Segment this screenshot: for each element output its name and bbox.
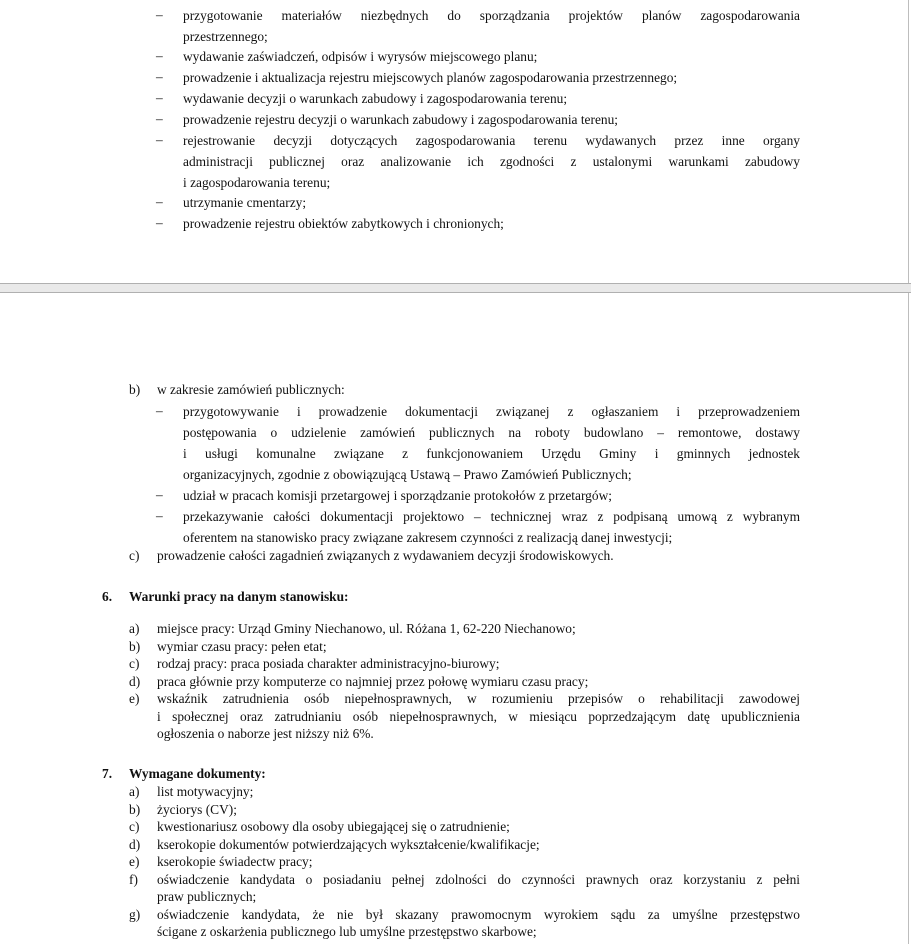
list-dash: –: [156, 7, 163, 22]
list-item-line: ogłoszenia o naborze jest niższy niż 6%.: [157, 726, 374, 741]
list-item: [157, 836, 800, 854]
list-item-line: miejsce pracy: Urząd Gminy Niechanowo, ul. Różana 1, 62-220 Niechanowo;: [157, 621, 576, 636]
list-item: [157, 906, 800, 941]
list-dash: –: [156, 111, 163, 126]
list-marker: c): [129, 656, 140, 671]
list-item: [157, 818, 800, 836]
list-item-line: list motywacyjny;: [157, 784, 254, 799]
document-page-1: [0, 0, 909, 283]
list-item-line: prowadzenie rejestru obiektów zabytkowych i chronionych;: [183, 216, 504, 231]
list-dash: –: [156, 132, 163, 147]
section-6-number: 6.: [102, 589, 113, 604]
list-item-line: prowadzenie rejestru decyzji o warunkach zabudowy i zagospodarowania terenu;: [183, 112, 619, 127]
list-item-line: i zagospodarowania terenu;: [183, 175, 331, 190]
list-item: [157, 871, 800, 906]
list-item-line: przekazywanie całości dokumentacji projektowo – technicznej wraz z podpisaną umową z wybranym: [183, 509, 800, 524]
list-item-line: kserokopie dokumentów potwierdzających wykształcenie/kwalifikacje;: [157, 836, 540, 852]
list-item-line: administracji publicznej oraz analizowanie ich zgodności z ustalonymi warunkami zabudowy: [183, 154, 800, 169]
list-item: [157, 783, 800, 801]
list-item-line: kwestionariusz osobowy dla osoby ubiegającej się o zatrudnienie;: [157, 819, 510, 834]
list-item: [157, 620, 800, 638]
list-item-line: ścigane z oskarżenia publicznego lub umyślne przestępstwo skarbowe;: [157, 924, 537, 939]
list-marker: g): [129, 906, 141, 922]
list-marker: d): [129, 836, 141, 852]
list-item: [157, 801, 800, 819]
list-item-line: oświadczenie kandydata o posiadaniu pełnej zdolności do czynności prawnych oraz korzystaniu z pełni: [157, 871, 800, 887]
list-marker: e): [129, 854, 140, 869]
list-item-line: przygotowanie materiałów niezbędnych do sporządzania projektów planów zagospodarowania: [183, 8, 800, 23]
list-dash: –: [156, 508, 163, 523]
list-marker: d): [129, 673, 141, 689]
list-item-line: przestrzennego;: [183, 29, 268, 44]
list-item: [157, 690, 800, 743]
list-marker: e): [129, 691, 140, 706]
section-7-number: 7.: [102, 766, 113, 781]
list-item-line: oświadczenie kandydata, że nie był skazany prawomocnym wyrokiem sądu za umyślne przestępstwo: [157, 906, 800, 922]
list-item-line: wymiar czasu pracy: pełen etat;: [157, 638, 327, 654]
list-item: [157, 673, 800, 691]
list-item: [183, 506, 800, 548]
list-dash: –: [156, 90, 163, 105]
list-dash: –: [156, 48, 163, 63]
section-c-text: prowadzenie całości zagadnień związanych z wydawaniem decyzji środowiskowych.: [157, 548, 614, 563]
list-marker: b): [129, 382, 141, 397]
list-item: [157, 638, 800, 656]
list-item-line: rejestrowanie decyzji dotyczących zagospodarowania terenu wydawanych przez inne organy: [183, 133, 800, 148]
list-item: [183, 88, 800, 109]
list-item: [157, 655, 800, 673]
list-item: [183, 485, 800, 506]
section-b-title: w zakresie zamówień publicznych:: [157, 382, 345, 397]
list-item-line: praca głównie przy komputerze co najmniej przez połowę wymiaru czasu pracy;: [157, 673, 589, 689]
page-separator: [0, 283, 911, 293]
list-dash: –: [156, 487, 163, 502]
list-item-line: i społecznej oraz zatrudnianiu osób niepełnosprawnych, w miesiącu poprzedzającym datę upublicznienia: [157, 708, 800, 724]
list-marker: b): [129, 801, 141, 817]
list-item: [183, 213, 800, 234]
list-item-line: utrzymanie cmentarzy;: [183, 195, 307, 210]
list-item-line: rodzaj pracy: praca posiada charakter administracyjno-biurowy;: [157, 656, 500, 671]
list-item: [183, 401, 800, 485]
list-marker: c): [129, 819, 140, 834]
list-marker: c): [129, 548, 140, 563]
list-dash: –: [156, 403, 163, 418]
list-item-line: wskaźnik zatrudnienia osób niepełnosprawnych, w rozumieniu przepisów o rehabilitacji zawodowej: [157, 691, 800, 706]
list-item-line: praw publicznych;: [157, 889, 257, 904]
list-item: [183, 130, 800, 193]
list-dash: –: [156, 215, 163, 230]
list-marker: b): [129, 638, 141, 654]
list-marker: f): [129, 871, 138, 887]
list-item: [157, 853, 800, 871]
list-marker: a): [129, 621, 140, 636]
list-item-line: wydawanie zaświadczeń, odpisów i wyrysów miejscowego planu;: [183, 49, 538, 64]
list-item: [183, 192, 800, 213]
list-item: [183, 5, 800, 47]
list-item-line: wydawanie decyzji o warunkach zabudowy i zagospodarowania terenu;: [183, 91, 568, 106]
list-dash: –: [156, 69, 163, 84]
section-6-heading: Warunki pracy na danym stanowisku:: [129, 589, 349, 604]
list-item-line: udział w pracach komisji przetargowej i sporządzanie protokołów z przetargów;: [183, 488, 612, 503]
list-item-line: i usługi komunalne związane z funkcjonowaniem Urzędu Gminy i gminnych jednostek: [183, 446, 800, 461]
document-page-2: [0, 293, 909, 944]
list-marker: a): [129, 784, 140, 799]
list-item: [183, 109, 800, 130]
list-item: [183, 46, 800, 67]
list-item-line: postępowania o udzielenie zamówień publicznych na roboty budowlano – remontowe, dostawy: [183, 425, 800, 440]
list-item: [183, 67, 800, 88]
list-item-line: przygotowywanie i prowadzenie dokumentacji związanej z ogłaszaniem i przeprowadzeniem: [183, 404, 800, 419]
section-7-heading: Wymagane dokumenty:: [129, 766, 266, 781]
list-item-line: organizacyjnych, zgodnie z obowiązującą Ustawą – Prawo Zamówień Publicznych;: [183, 467, 632, 482]
list-item-line: prowadzenie i aktualizacja rejestru miejscowych planów zagospodarowania przestrzennego;: [183, 70, 678, 85]
list-dash: –: [156, 194, 163, 209]
list-item-line: oferentem na stanowisko pracy związane zakresem czynności z realizacją danej inwestycji;: [183, 530, 673, 545]
list-item-line: życiorys (CV);: [157, 801, 237, 817]
list-item-line: kserokopie świadectw pracy;: [157, 854, 313, 869]
